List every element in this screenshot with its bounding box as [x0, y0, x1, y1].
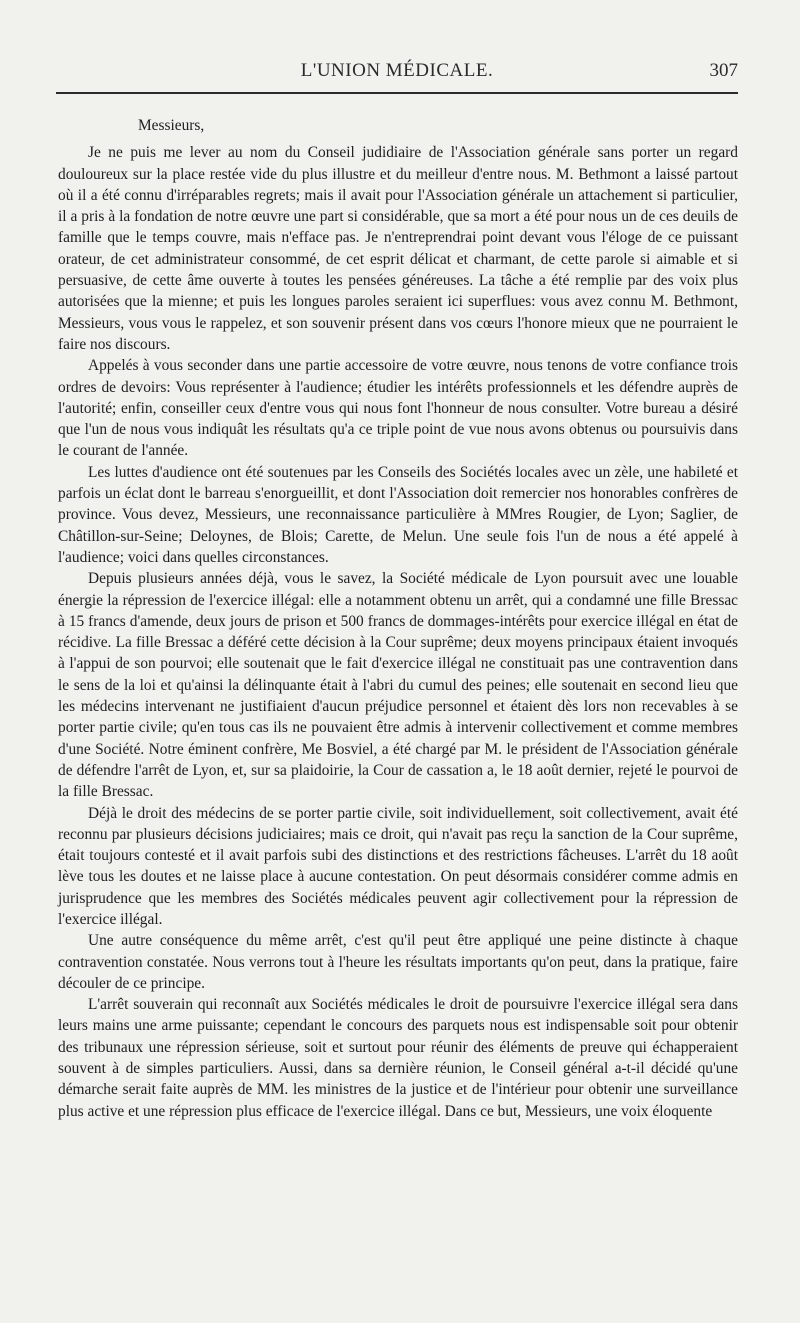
page-number: 307: [709, 60, 738, 81]
page-header: [56, 58, 738, 88]
header-rule: [56, 92, 738, 94]
paragraph: Depuis plusieurs années déjà, vous le savez, la Société médicale de Lyon poursuit avec une louable énergie la répression de l'exercice illégal: elle a notamment obtenu un arrêt, qui a condamné une fille Bressac à 15 francs d'amende, deux jours de prison et 500 francs de dommages-intérêts pour exercice illégal en état de récidive. La fille Bressac a déféré cette décision à la Cour suprême; deux moyens principaux étaient invoqués à l'appui de son pourvoi; elle soutenait que le fait d'exercice illégal ne constituait pas une contravention dans le sens de la loi et qu'ainsi la délinquante était à l'abri du cumul des peines; elle soutenait en second lieu que les médecins intervenant ne justifiaient d'aucun préjudice personnel et étaient dès lors non recevables à se porter partie civile; qu'en tous cas ils ne pouvaient être admis à intervenir collectivement et comme membres d'une Société. Notre éminent confrère, Me Bosviel, a été chargé par M. le président de l'Association générale de défendre l'arrêt de Lyon, et, sur sa plaidoirie, la Cour de cassation a, le 18 août dernier, rejeté le pourvoi de la fille Bressac.: [58, 570, 738, 801]
paragraph: Déjà le droit des médecins de se porter partie civile, soit individuellement, soit collectivement, avait été reconnu par plusieurs décisions judiciaires; mais ce droit, qui n'avait pas reçu la sanction de la Cour suprême, était toujours contesté et il avait parfois subi des distinctions et des restrictions fâcheuses. L'arrêt du 18 août lève tous les doutes et ne laisse place à aucune contestation. On peut désormais considérer comme admis en jurisprudence que les membres des Sociétés médicales peuvent agir collectivement pour la répression de l'exercice illégal.: [58, 804, 738, 928]
running-title: L'UNION MÉDICALE.: [300, 60, 494, 81]
paragraph: Une autre conséquence du même arrêt, c'est qu'il peut être appliqué une peine distincte à chaque contravention constatée. Nous verrons tout à l'heure les résultats importants qu'on peut, dans la pratique, faire découler de ce principe.: [58, 932, 738, 992]
salutation: Messieurs,: [138, 117, 205, 134]
paragraph: Je ne puis me lever au nom du Conseil judidiaire de l'Association générale sans porter un regard douloureux sur la place restée vide du plus illustre et du meilleur d'entre nous. M. Bethmont a laissé partout où il a été connu d'irréparables regrets; mais il avait pour l'Association générale un attachement si particulier, il a pris à la fondation de notre œuvre une part si considérable, que sa mort a été pour nous un de ces deuils de famille que le temps couvre, mais n'efface pas. Je n'entreprendrai point devant vous l'éloge de ce puissant orateur, de cet administrateur consommé, de cet esprit délicat et charmant, de cette parole si aimable et si persuasive, de cette âme ouverte à toutes les pensées généreuses. La tâche a été remplie par des voix plus autorisées que la mienne; et puis les longues paroles seraient ici superflues: vous avez connu M. Bethmont, Messieurs, vous vous le rappelez, et son souvenir présent dans vos cœurs l'honore mieux que ne pourraient le faire nos discours.: [58, 144, 738, 353]
paragraph: Les luttes d'audience ont été soutenues par les Conseils des Sociétés locales avec un zèle, une habileté et parfois un éclat dont le barreau s'enorgueillit, et dont l'Association doit remercier nos honorables confrères de province. Vous devez, Messieurs, une reconnaissance particulière à MMres Rougier, de Lyon; Saglier, de Châtillon-sur-Seine; Deloynes, de Blois; Carette, de Melun. Une seule fois l'un de nous a été appelé à l'audience; voici dans quelles circonstances.: [58, 463, 738, 566]
paragraph: Appelés à vous seconder dans une partie accessoire de votre œuvre, nous tenons de votre confiance trois ordres de devoirs: Vous représenter à l'audience; étudier les intérêts professionnels et les défendre auprès de l'autorité; enfin, conseiller ceux d'entre vous qui nous font l'honneur de nous consulter. Votre bureau a désiré que l'un de nous vous indiquât les résultats qu'a ce triple point de vue nous avons obtenus ou poursuivis dans le courant de l'année.: [58, 357, 738, 460]
article-body: [58, 115, 738, 1122]
paragraph: L'arrêt souverain qui reconnaît aux Sociétés médicales le droit de poursuivre l'exercice illégal sera dans leurs mains une arme puissante; cependant le concours des parquets nous est indispensable soit pour obtenir des tribunaux une répression sérieuse, soit et surtout pour réunir des éléments de preuve qui échapperaient souvent à de simples particuliers. Aussi, dans sa dernière réunion, le Conseil général a-t-il décidé qu'une démarche serait faite auprès de MM. les ministres de la justice et de l'intérieur pour obtenir une surveillance plus active et une répression plus efficace de l'exercice illégal. Dans ce but, Messieurs, une voix éloquente: [58, 996, 738, 1120]
